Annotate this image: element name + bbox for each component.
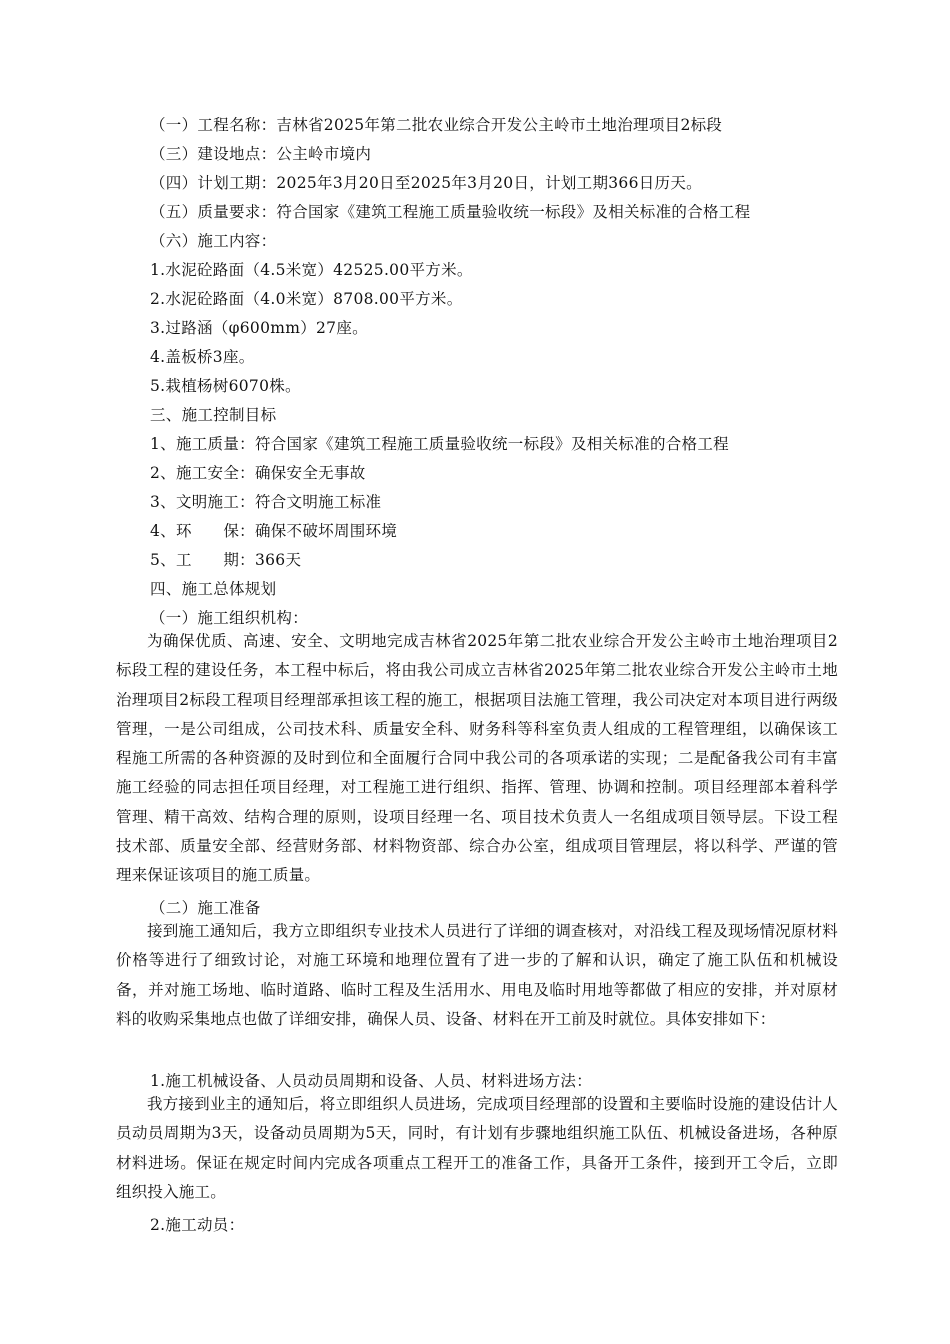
content-item: 3.过路涵（φ600mm）27座。 bbox=[150, 319, 368, 337]
content-item: 1.水泥砼路面（4.5米宽）42525.00平方米。 bbox=[150, 261, 473, 279]
section-heading: 四、施工总体规划 bbox=[150, 580, 277, 598]
subsection-heading: （一）施工组织机构： bbox=[150, 609, 309, 627]
control-target-item: 4、环 保：确保不破坏周围环境 bbox=[150, 522, 398, 540]
mobilization-paragraph: 我方接到业主的通知后，将立即组织人员进场，完成项目经理部的设置和主要临时设施的建设估计人员动员周期为3天，设备动员周期为5天，同时，有计划有步骤地组织施工队伍、机械设备进场，各种原材料进场。保证在规定时间内完成各项重点工程开工的准备工作，具备开工条件，接到开工令后，立即组织投入施工。 bbox=[116, 1095, 838, 1201]
content-item: 4.盖板桥3座。 bbox=[150, 348, 255, 366]
planned-duration-line: （四）计划工期：2025年3月20日至2025年3月20日，计划工期366日历天。 bbox=[150, 174, 702, 192]
subsection-heading: 2.施工动员： bbox=[150, 1216, 245, 1234]
project-name-line: （一）工程名称：吉林省2025年第二批农业综合开发公主岭市土地治理项目2标段 bbox=[150, 116, 723, 134]
organization-paragraph: 为确保优质、高速、安全、文明地完成吉林省2025年第二批农业综合开发公主岭市土地治理项目2标段工程的建设任务，本工程中标后，将由我公司成立吉林省2025年第二批农业综合开发公主岭市土地治理项目2标段工程项目经理部承担该工程的施工，根据项目法施工管理，我公司决定对本项目进行两级管理，一是公司组成，公司技术科、质量安全科、财务科等科室负责人组成的工程管理组，以确保该工程施工所需的各种资源的及时到位和全面履行合同中我公司的各项承诺的实现；二是配备我公司有丰富施工经验的同志担任项目经理，对工程施工进行组织、指挥、管理、协调和控制。项目经理部本着科学管理、精干高效、结构合理的原则，设项目经理一名、项目技术负责人一名组成项目领导层。下设工程技术部、质量安全部、经营财务部、材料物资部、综合办公室，组成项目管理层，将以科学、严谨的管理来保证该项目的施工质量。 bbox=[116, 632, 838, 885]
control-target-item: 3、文明施工：符合文明施工标准 bbox=[150, 493, 382, 511]
construction-site-line: （三）建设地点：公主岭市境内 bbox=[150, 145, 372, 163]
content-item: 2.水泥砼路面（4.0米宽）8708.00平方米。 bbox=[150, 290, 463, 308]
subsection-heading: 1.施工机械设备、人员动员周期和设备、人员、材料进场方法： bbox=[150, 1072, 592, 1090]
section-heading: 三、施工控制目标 bbox=[150, 406, 277, 424]
control-target-item: 1、施工质量：符合国家《建筑工程施工质量验收统一标段》及相关标准的合格工程 bbox=[150, 435, 729, 453]
control-target-item: 5、工 期：366天 bbox=[150, 551, 302, 569]
preparation-paragraph: 接到施工通知后，我方立即组织专业技术人员进行了详细的调查核对，对沿线工程及现场情况原材料价格等进行了细致讨论，对施工环境和地理位置有了进一步的了解和认识，确定了施工队伍和机械设备，并对施工场地、临时道路、临时工程及生活用水、用电及临时用地等都做了相应的安排，并对原材料的收购采集地点也做了详细安排，确保人员、设备、材料在开工前及时就位。具体安排如下： bbox=[116, 922, 838, 1028]
quality-requirement-line: （五）质量要求：符合国家《建筑工程施工质量验收统一标段》及相关标准的合格工程 bbox=[150, 203, 751, 221]
content-item: 5.栽植杨树6070株。 bbox=[150, 377, 301, 395]
construction-content-heading: （六）施工内容： bbox=[150, 232, 277, 250]
control-target-item: 2、施工安全：确保安全无事故 bbox=[150, 464, 366, 482]
subsection-heading: （二）施工准备 bbox=[150, 899, 261, 917]
